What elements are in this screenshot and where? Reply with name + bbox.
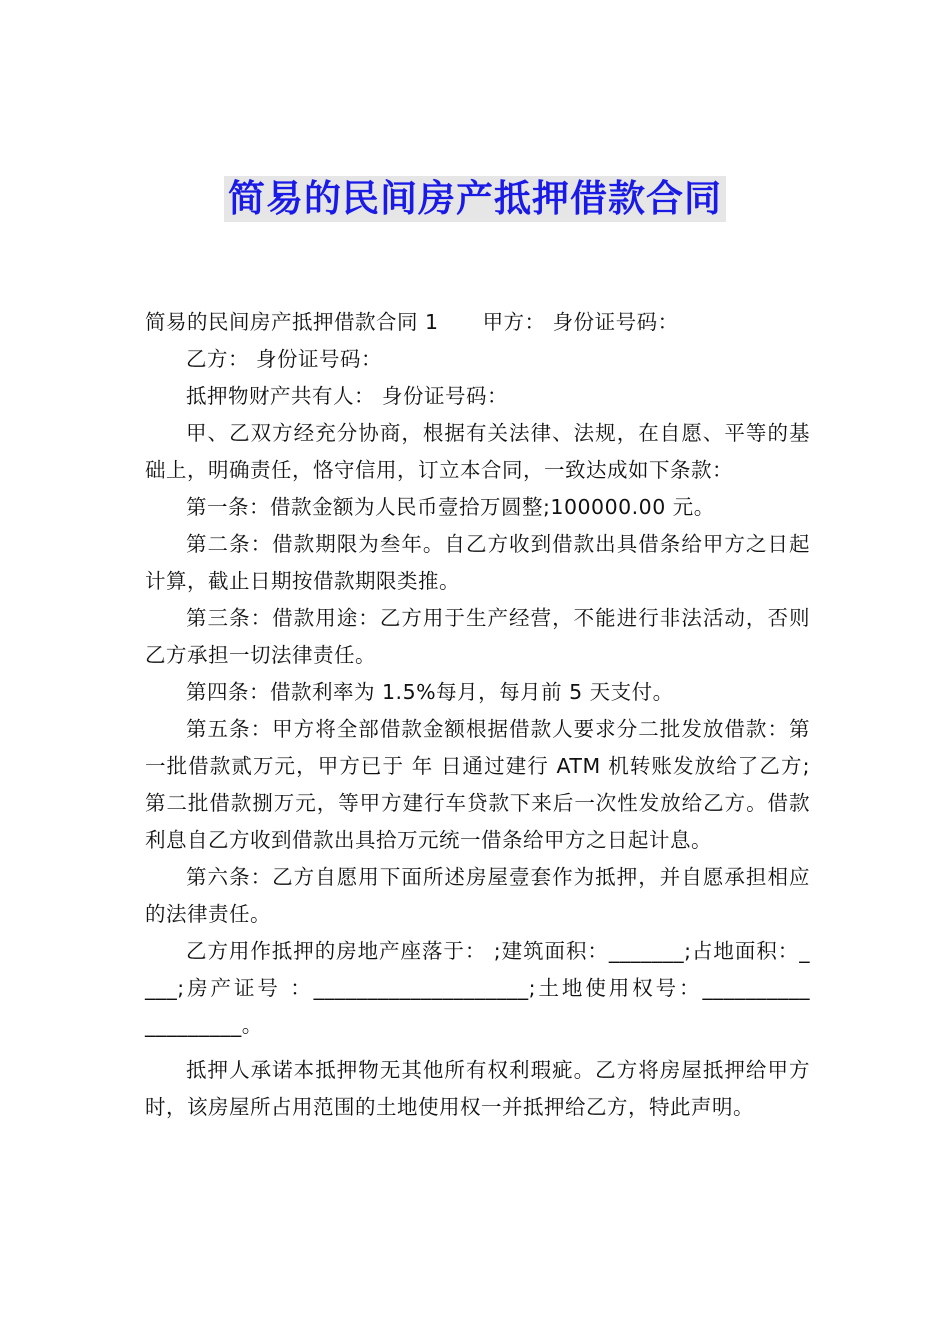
title-container [0,176,950,222]
paragraph-article-4: 第四条：借款利率为 1.5%每月，每月前 5 天支付。 [186,680,674,704]
paragraph-article-5: 第五条：甲方将全部借款金额根据借款人要求分二批发放借款：第一批借款贰万元，甲方已于 年 日通过建行 ATM 机转账发放给了乙方;第二批借款捌万元，等甲方建行车贷款下来后一次性发放给乙方。借款利息自乙方收到借款出具拾万元统一借条给甲方之日起计息。 [145,717,810,852]
paragraph-article-3: 第三条：借款用途：乙方用于生产经营，不能进行非法活动，否则乙方承担一切法律责任。 [145,606,810,667]
document-body [145,304,810,1126]
paragraph-article-2: 第二条：借款期限为叁年。自乙方收到借款出具借条给甲方之日起计算，截止日期按借款期限类推。 [145,532,810,593]
paragraph-article-1: 第一条：借款金额为人民币壹拾万圆整;100000.00 元。 [186,495,715,519]
paragraph-header [145,304,810,341]
paragraph-article-6: 第六条：乙方自愿用下面所述房屋壹套作为抵押，并自愿承担相应的法律责任。 [145,865,810,926]
paragraph-preamble: 甲、乙双方经充分协商，根据有关法律、法规，在自愿、平等的基础上，明确责任，恪守信用，订立本合同，一致达成如下条款： [145,421,810,482]
document-title: 简易的民间房产抵押借款合同 [224,176,726,222]
party-a-line: 甲方： 身份证号码： [482,310,679,334]
paragraph-co-owner: 抵押物财产共有人： 身份证号码： [186,384,509,408]
paragraph-party-b: 乙方： 身份证号码： [186,347,383,371]
contract-subtitle: 简易的民间房产抵押借款合同 1 [145,310,439,334]
paragraph-declaration: 抵押人承诺本抵押物无其他所有权利瑕疵。乙方将房屋抵押给甲方时，该房屋所占用范围的土地使用权一并抵押给乙方，特此声明。 [145,1058,810,1119]
paragraph-property-details: 乙方用作抵押的房地产座落于： ;建筑面积：_______;占地面积：_ ___;房产证号 ：____________________;土地使用权号：__________ _________。 [145,939,810,1037]
